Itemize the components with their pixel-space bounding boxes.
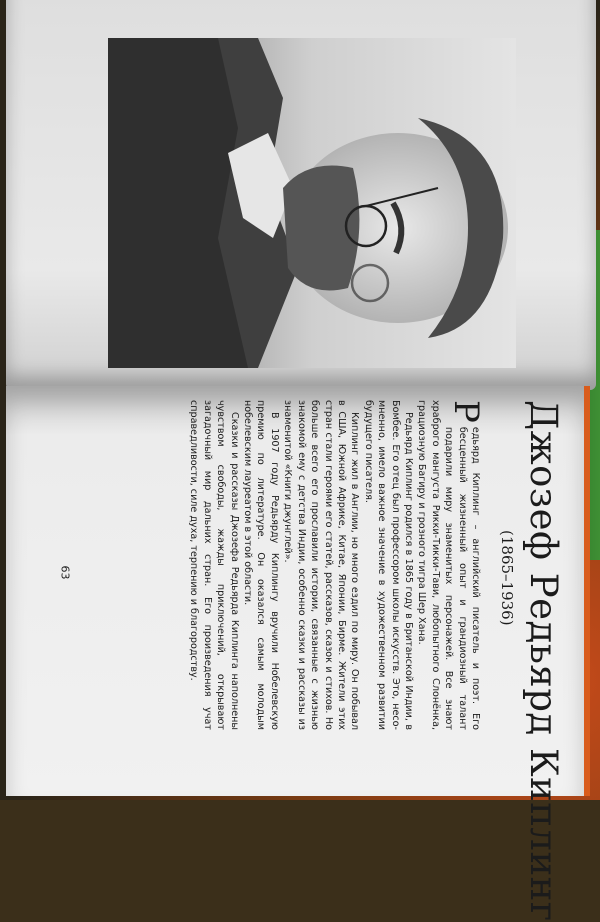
drop-cap: Р [446, 400, 486, 423]
life-years: (1865–1936) [498, 530, 516, 626]
paragraph: Сказки и рассказы Джозефа Редьярда Киплинга наполнены чувством свободы, жажды приключений, открывают загадочный мир дальних стран. Его произведения учат справедливости, силе духа, терпению и благородству. [188, 400, 240, 730]
biography-body [187, 400, 486, 730]
biography-text [65, 400, 565, 922]
paragraph: Редьярд Киплинг родился в 1865 году в Британской Индии, в Бомбее. Его отец был профессором школы искусств. Это, несомненно, имело важное значение в художественном развитии будущего писателя. [362, 400, 414, 730]
author-portrait [108, 38, 516, 368]
paragraph: Киплинг жил в Англии, но много ездил по миру. Он побывал в США, Южной Африке, Китае, Японии, Бирме. Жители этих стран стали героями его статей, рассказов, сказок и стихов. Но больше всего его прославили истории, связанные с жизнью знакомой ему с детства Индии, особенно сказки и рассказы из знаменитой «Книги джунглей». [282, 400, 361, 730]
page-number: 63 [58, 565, 72, 580]
paragraph: Р едьярд Киплинг – английский писатель и поэт. Его бесценный жизненный опыт и грандиозный талант подарили миру знаменитых персонажей. Все знают храброго мангуста Рикки-Тикки-Тави, любопытного Слонёнка, грациозную Багиру и грозного тигра Шер Хана. [416, 400, 486, 730]
paragraph: В 1907 году Редьярду Киплингу вручили Нобелевскую премию по литературе. Он оказался самым молодым нобелевским лауреатом в этой области. [242, 400, 280, 730]
portrait-photo [108, 38, 516, 368]
page-title: Джозеф Редьярд Киплинг [522, 400, 565, 922]
